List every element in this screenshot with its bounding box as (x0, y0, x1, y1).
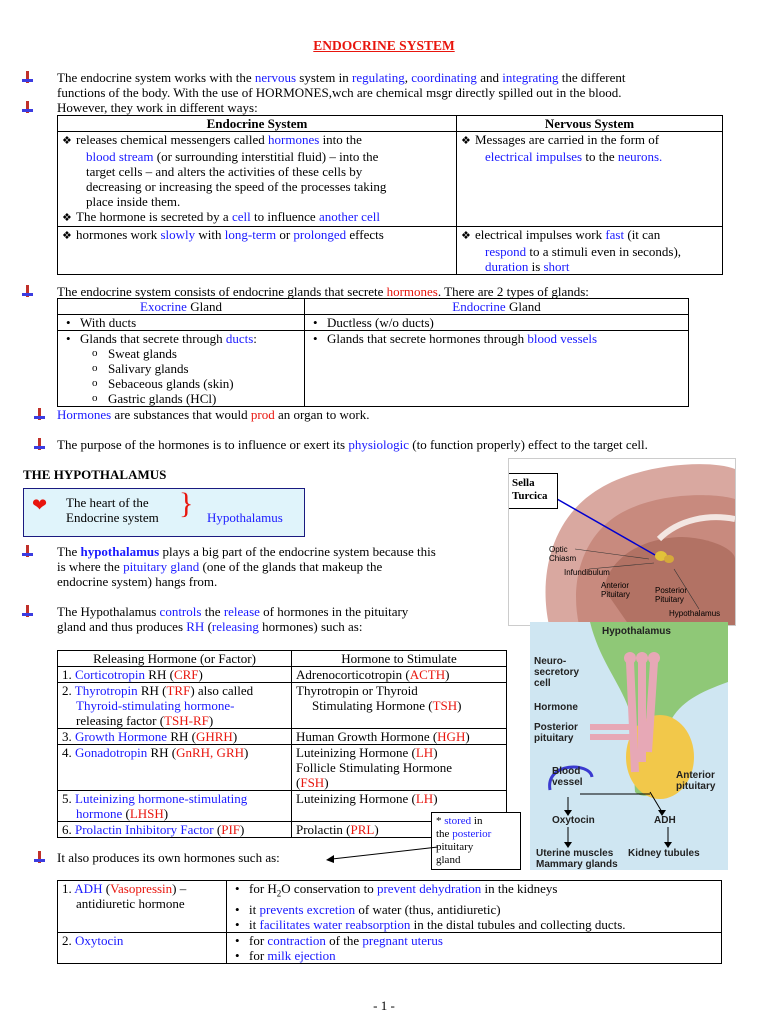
table-row: 4. Gonadotropin RH (GnRH, GRH) Luteinizing Hormone (LH) Follicle Stimulating Hormone (FSH) (58, 745, 507, 791)
releasing-hormone-table (57, 650, 507, 838)
pituitary-diagram (530, 622, 728, 870)
table-row: 3. Growth Hormone RH (GHRH) Human Growth Hormone (HGH) (58, 729, 507, 745)
table-row: 1. Corticotropin RH (CRF) Adrenocorticotropin (ACTH) (58, 667, 507, 683)
bullet-icon (34, 438, 46, 452)
bullet-icon (22, 605, 34, 619)
page-number: - 1 - (373, 998, 395, 1013)
glands-table (57, 298, 689, 407)
brain-illustration (508, 458, 736, 626)
blood-vessel-label: Blood vessel (552, 766, 583, 788)
oxytocin-label: Oxytocin (552, 815, 595, 826)
hypothalamus-label: Hypothalamus (669, 609, 721, 618)
purpose-line: The purpose of the hormones is to influence or exert its physiologic (to function properly) effect to the target cell. (57, 437, 648, 452)
hypothalamus-label: Hypothalamus (602, 626, 671, 637)
brace-icon: } (179, 487, 194, 520)
comparison-table (57, 115, 723, 275)
hypo-paragraph-1: The hypothalamus plays a big part of the endocrine system because this is where the pituitary gland (one of the glands that makeup the endocrine system) hangs from. (57, 544, 436, 589)
table-row: 1. ADH (Vasopressin) – antidiuretic hormone • for $H_2O$ conservation to prevent dehydration in the kidneys • it prevents excretion of water (thus, antidiuretic) • it facilitates water reabsorption in the distal tubules and collecting ducts. (58, 881, 722, 933)
stored-note: * stored in the posterior pituitary gland (431, 812, 521, 870)
table-header: Exocrine Gland (58, 299, 305, 315)
bullet-icon (22, 285, 34, 299)
bullet-icon (22, 71, 34, 85)
uterine-label: Uterine muscles Mammary glands (536, 848, 618, 870)
table-cell: ❖ hormones work slowly with long-term or prolonged effects (58, 227, 457, 275)
posterior-pituitary-label: Posterior Pituitary (655, 586, 688, 604)
table-cell: • Glands that secrete hormones through blood vessels (305, 331, 689, 407)
neurosecretory-cell-label: Neuro- secretory cell (534, 656, 580, 689)
hormone-label: Hormone (534, 702, 578, 713)
arrow-icon (320, 845, 440, 865)
table-cell: • Ductless (w/o ducts) (305, 315, 689, 331)
anterior-pituitary-label: Anterior Pituitary (601, 581, 630, 599)
intro-line-2: However, they work in different ways: (57, 100, 258, 115)
hormones-definition: Hormones are substances that would prod an organ to work. (57, 407, 370, 422)
section-heading: THE HYPOTHALAMUS (23, 467, 167, 482)
table-header: Endocrine System (58, 116, 457, 132)
table-row: 5. Luteinizing hormone-stimulating hormone (LHSH) Luteinizing Hormone (LH) (58, 791, 507, 822)
posterior-pituitary-label: Posterior pituitary (534, 722, 578, 744)
table-row: 2. Oxytocin • for contraction of the pregnant uterus • for milk ejection (58, 932, 722, 963)
optic-chiasm-label: Optic Chiasm (549, 545, 577, 563)
table-cell: • With ducts (58, 315, 305, 331)
own-hormones-line: It also produces its own hormones such as: (57, 850, 280, 865)
table-cell: ❖ Messages are carried in the form of electrical impulses to the neurons. (457, 132, 723, 227)
table-row: 2. Thyrotropin RH (TRF) also called Thyroid-stimulating hormone- releasing factor (TSH-RF) Thyrotropin or Thyroid Stimulating Hormone (TSH) (58, 683, 507, 729)
callout-box (23, 488, 305, 537)
table-header: Nervous System (457, 116, 723, 132)
anterior-pituitary-label: Anterior pituitary (676, 770, 716, 792)
hypo-paragraph-2: The Hypothalamus controls the release of hormones in the pituitary gland and thus produces RH (releasing hormones) such as: (57, 604, 409, 634)
sella-turcica-label: Sella Turcica (508, 473, 558, 509)
bullet-icon (22, 101, 34, 115)
infundibulum-label: Infundibulum (564, 568, 610, 577)
table-row: 6. Prolactin Inhibitory Factor (PIF) Prolactin (PRL) (58, 822, 507, 838)
heart-icon: ❤ (32, 495, 48, 515)
callout-text: The heart of the Endocrine system (66, 495, 159, 525)
own-hormones-table (57, 880, 722, 964)
table-cell: ❖ electrical impulses work fast (it can respond to a stimuli even in seconds), duration is short (457, 227, 723, 275)
bullet-icon (34, 851, 46, 865)
table-header: Hormone to Stimulate (292, 651, 507, 667)
table-header: Endocrine Gland (305, 299, 689, 315)
page-title: ENDOCRINE SYSTEM (313, 38, 455, 53)
bullet-icon (22, 545, 34, 559)
glands-intro: The endocrine system consists of endocrine glands that secrete hormones. There are 2 types of glands: (57, 284, 589, 299)
table-cell: ❖ releases chemical messengers called hormones into the blood stream (or surrounding interstitial fluid) – into the target cells – and alters the activities of these cells by decreasing or increasing the speed of the processes taking place inside them. ❖ The hormone is secreted by a cell to influence another cell (58, 132, 457, 227)
adh-label: ADH (654, 815, 676, 826)
callout-label: Hypothalamus (207, 510, 283, 525)
bullet-icon (34, 408, 46, 422)
table-header: Releasing Hormone (or Factor) (58, 651, 292, 667)
kidney-label: Kidney tubules (628, 848, 700, 859)
intro-paragraph: The endocrine system works with the nervous system in regulating, coordinating and integrating the different functions of the body. With the use of HORMONES,wch are chemical msgr directly spilled out in the blood. (57, 70, 626, 100)
table-cell: • Glands that secrete through ducts: o Sweat glands o Salivary glands o Sebaceous glands (skin) o Gastric glands (HCl) (58, 331, 305, 407)
